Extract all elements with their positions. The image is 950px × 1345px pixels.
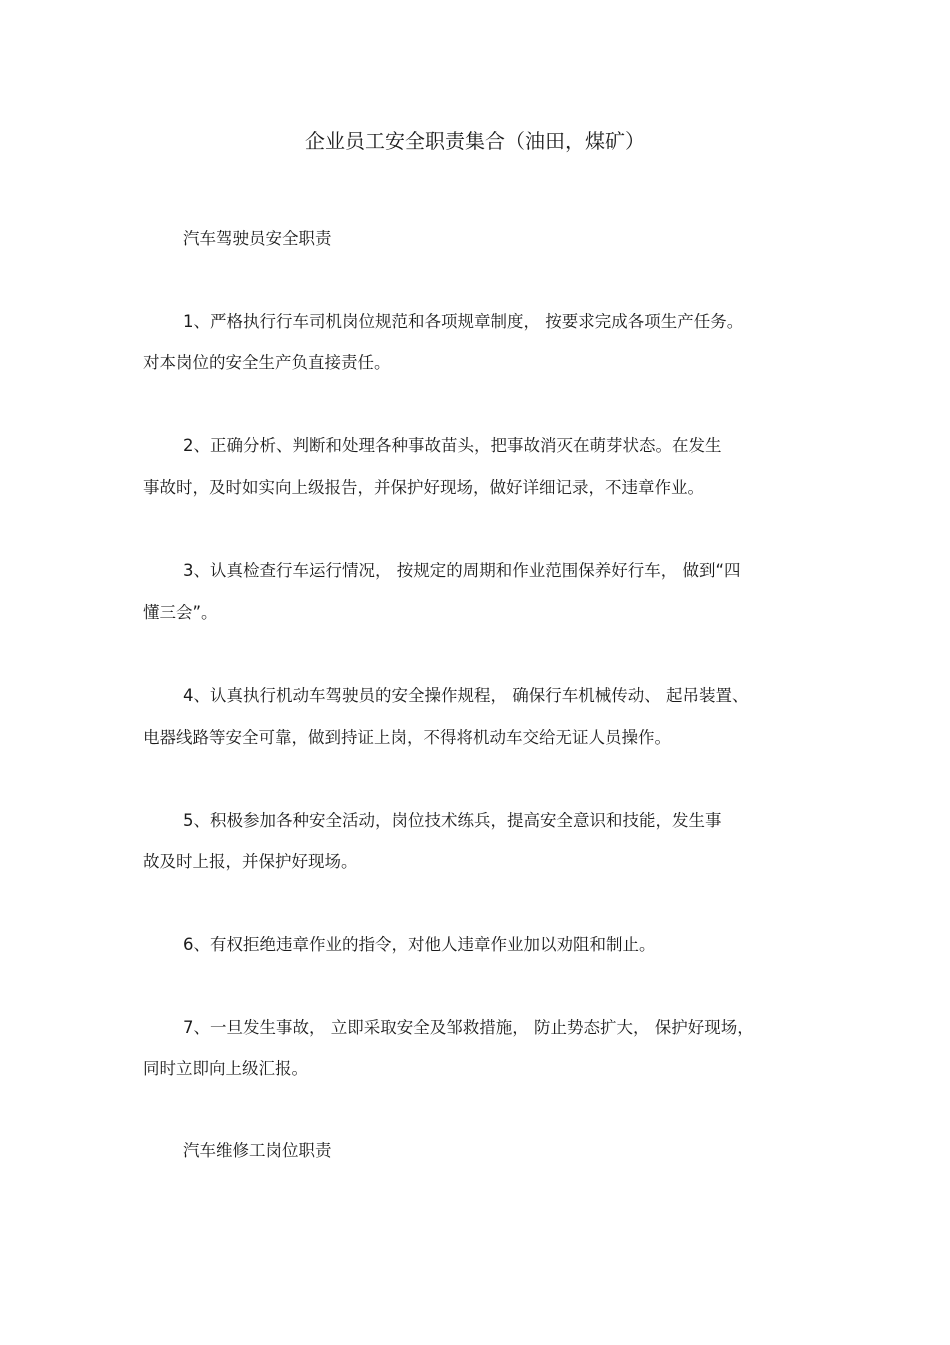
item-7-line-2: 同时立即向上级汇报。 (143, 1059, 308, 1078)
section-heading-mechanic: 汽车维修工岗位职责 (183, 1141, 332, 1160)
item-3-line-1: 3、认真检查行车运行情况， 按规定的周期和作业范围保养好行车， 做到“四 (183, 561, 741, 580)
item-6-line-1: 6、有权拒绝违章作业的指令，对他人违章作业加以劝阻和制止。 (183, 935, 656, 954)
item-4-line-2: 电器线路等安全可靠，做到持证上岗，不得将机动车交给无证人员操作。 (143, 728, 671, 747)
item-1-line-1: 1、严格执行行车司机岗位规范和各项规章制度， 按要求完成各项生产任务。 (183, 312, 744, 331)
item-1-line-2: 对本岗位的安全生产负直接责任。 (143, 353, 391, 372)
item-7-line-1: 7、一旦发生事故， 立即采取安全及邹救措施， 防止势态扩大， 保护好现场， (183, 1018, 754, 1037)
item-5-line-2: 故及时上报，并保护好现场。 (143, 852, 358, 871)
document-title: 企业员工安全职责集合（油田，煤矿） (305, 129, 645, 153)
item-2-line-1: 2、正确分析、判断和处理各种事故苗头，把事故消灭在萌芽状态。在发生 (183, 436, 722, 455)
item-5-line-1: 5、积极参加各种安全活动，岗位技术练兵，提高安全意识和技能，发生事 (183, 811, 722, 830)
item-4-line-1: 4、认真执行机动车驾驶员的安全操作规程， 确保行车机械传动、 起吊装置、 (183, 686, 749, 705)
item-3-line-2: 懂三会”。 (143, 603, 218, 622)
item-2-line-2: 事故时，及时如实向上级报告，并保护好现场，做好详细记录，不违章作业。 (143, 478, 704, 497)
section-heading-driver: 汽车驾驶员安全职责 (183, 229, 332, 248)
